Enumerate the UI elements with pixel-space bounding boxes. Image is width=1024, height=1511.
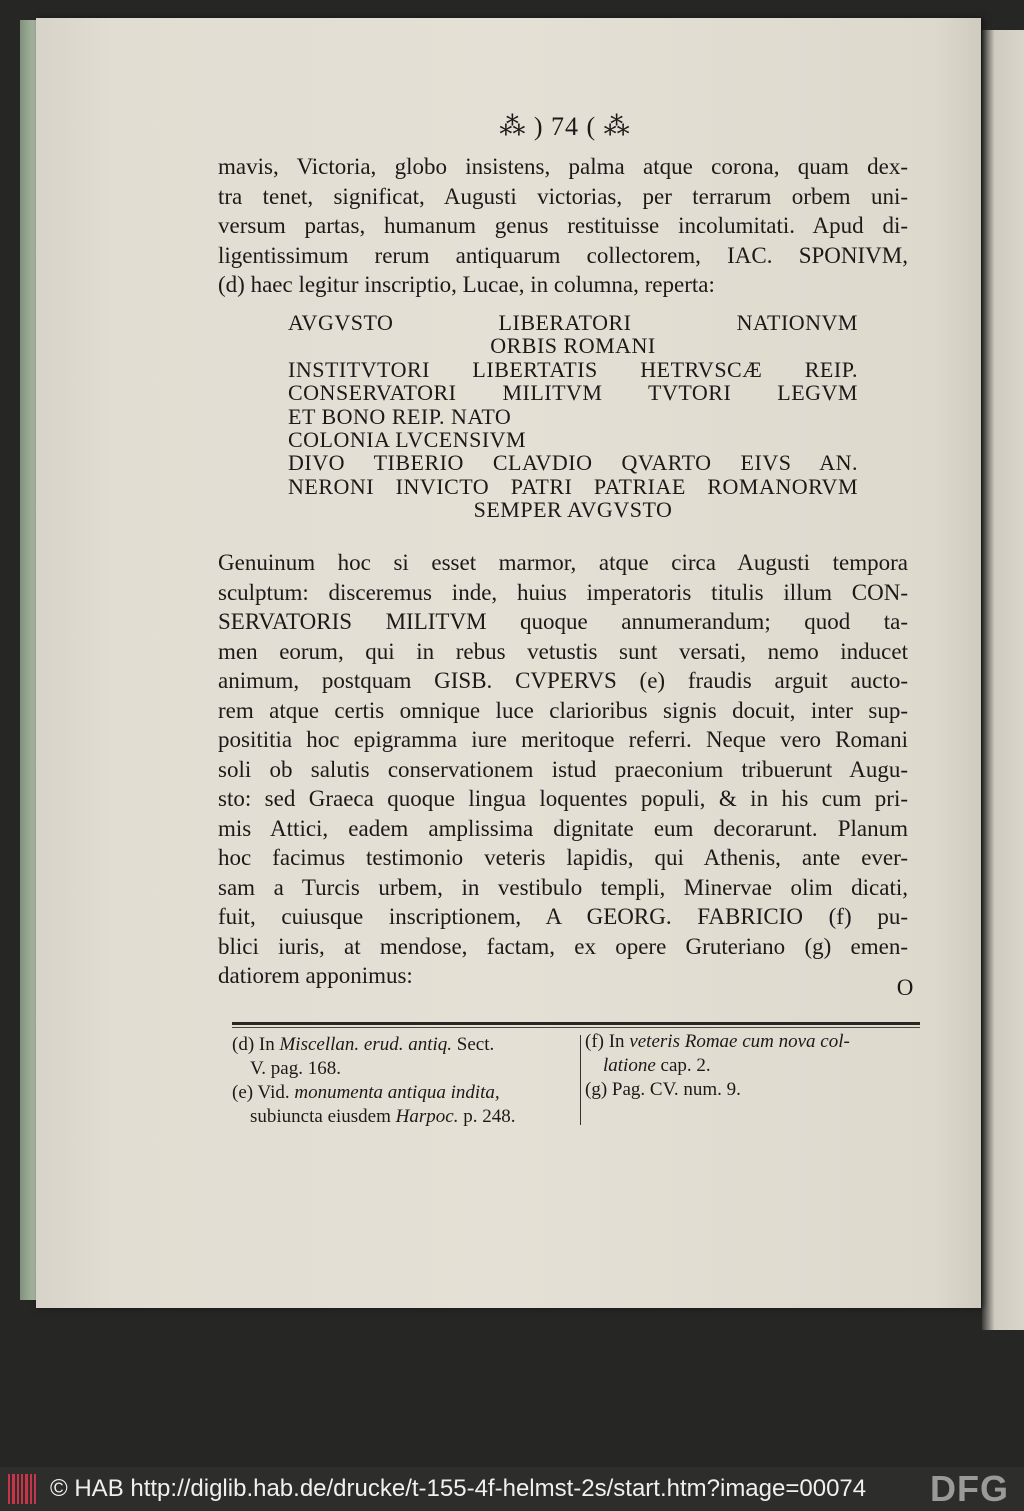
text-line: (d) haec legitur inscriptio, Lucae, in columna, reperta: [218, 272, 715, 297]
footnote-mark: (d) [232, 1034, 259, 1055]
footnote-mark: (e) [232, 1082, 258, 1103]
footnote-line [585, 1054, 920, 1078]
footnotes-right [585, 1030, 920, 1102]
inscription-line: SEMPER AVGVSTO [473, 497, 673, 523]
page-header: ⁂ ) 74 ( ⁂ [499, 112, 631, 141]
body-paragraph-top [218, 152, 908, 300]
text-line: rem atque certis omnique luce clarioribus signis docuit, inter sup- [218, 697, 908, 723]
footnote-text: In [258, 1034, 280, 1055]
footnote-title: monumenta antiqua indita, [294, 1082, 500, 1103]
text-line: mavis, Victoria, globo insistens, palma atque corona, quam dex- [218, 154, 908, 179]
footnote-title: latione [603, 1055, 656, 1076]
footnote-line [232, 1033, 572, 1057]
footnote-text: In [608, 1031, 630, 1052]
footnote-mark: (g) [585, 1079, 612, 1100]
inscription-line: ET BONO REIP. NATO [288, 403, 512, 429]
inscription-line: DIVO TIBERIO CLAVDIO QVARTO EIVS AN. [288, 450, 858, 476]
text-line: sto: sed Graeca quoque lingua loquentes populi, & in his cum pri- [218, 786, 908, 811]
dfg-logo: DFG [930, 1468, 1009, 1509]
footnotes-left [232, 1033, 572, 1129]
text-line: animum, postquam GISB. CVPERVS (e) fraudis arguit aucto- [218, 668, 908, 693]
text-line: SERVATORIS MILITVM quoque annumerandum; quod ta- [218, 609, 908, 634]
text-line: hoc facimus testimonio veteris lapidis, qui Athenis, ante ever- [218, 845, 908, 870]
barcode-icon [8, 1474, 42, 1504]
inscription-block [288, 311, 858, 522]
footnote-text: cap. 2. [655, 1055, 711, 1076]
text-line: tra tenet, significat, Augusti victorias, per terrarum orbem uni- [218, 183, 908, 209]
text-line: sculptum: disceremus inde, huius imperatoris titulis illum CON- [218, 579, 908, 605]
inscription-line: COLONIA LVCENSIVM [288, 426, 527, 452]
inscription-line: NERONI INVICTO PATRI PATRIAE ROMANORVM [288, 473, 858, 499]
footnote-rule [232, 1022, 920, 1025]
footnote-text: subiuncta eiusdem [250, 1106, 396, 1127]
footnote-column-divider [580, 1035, 581, 1125]
text-line: ligentissimum rerum antiquarum collectorem, IAC. SPONIVM, [218, 242, 908, 268]
footnote-text: V. pag. 168. [250, 1058, 341, 1079]
text-line: datiorem apponimus: [218, 963, 413, 988]
text-line: men eorum, qui in rebus vetustis sunt versati, nemo inducet [218, 638, 908, 664]
inscription-line: AVGVSTO LIBERATORI NATIONVM [288, 310, 858, 335]
footnote-line [232, 1081, 572, 1105]
catchword: O [896, 975, 914, 1000]
text-line: fuit, cuiusque inscriptionem, A GEORG. FABRICIO (f) pu- [218, 904, 908, 929]
facing-page-strip [982, 30, 1024, 1330]
footnote-title: Miscellan. erud. antiq. [279, 1034, 453, 1055]
text-line: blici iuris, at mendose, factam, ex opere Gruteriano (g) emen- [218, 933, 908, 959]
footnote-line [232, 1057, 572, 1081]
footnote-rule-thin [232, 1027, 920, 1028]
footnote-mark: (f) [585, 1031, 609, 1052]
inscription-line: INSTITVTORI LIBERTATIS HETRVSCÆ REIP. [288, 356, 858, 382]
text-line: mis Attici, eadem amplissima dignitate eum decorarunt. Planum [218, 815, 908, 841]
inscription-line: CONSERVATORI MILITVM TVTORI LEGVM [288, 380, 858, 406]
footnote-title: veteris Romae cum nova col- [629, 1031, 850, 1052]
text-line: soli ob salutis conservationem istud praeconium tribuerunt Augu- [218, 756, 908, 782]
text-line: versum partas, humanum genus restituisse incolumitati. Apud di- [218, 213, 908, 238]
footnote-text: Pag. CV. num. 9. [611, 1079, 741, 1100]
inscription-line: ORBIS ROMANI [490, 333, 656, 359]
footnote-text: Sect. [452, 1034, 495, 1055]
footnote-line [232, 1105, 572, 1129]
footnote-text: Vid. [257, 1082, 295, 1103]
body-paragraph-bottom [218, 548, 908, 991]
text-line: posititia hoc epigramma iure meritoque referri. Neque vero Romani [218, 727, 908, 752]
footnote-text: p. 248. [458, 1106, 516, 1127]
footnote-line [585, 1030, 920, 1054]
footnote-line [585, 1078, 920, 1102]
text-line: sam a Turcis urbem, in vestibulo templi, Minervae olim dicati, [218, 874, 908, 900]
text-line: Genuinum hoc si esset marmor, atque circa Augusti tempora [218, 550, 908, 575]
copyright-url[interactable]: © HAB http://diglib.hab.de/drucke/t-155-4f-helmst-2s/start.htm?image=00074 [50, 1475, 867, 1502]
footnote-title: Harpoc. [395, 1106, 459, 1127]
